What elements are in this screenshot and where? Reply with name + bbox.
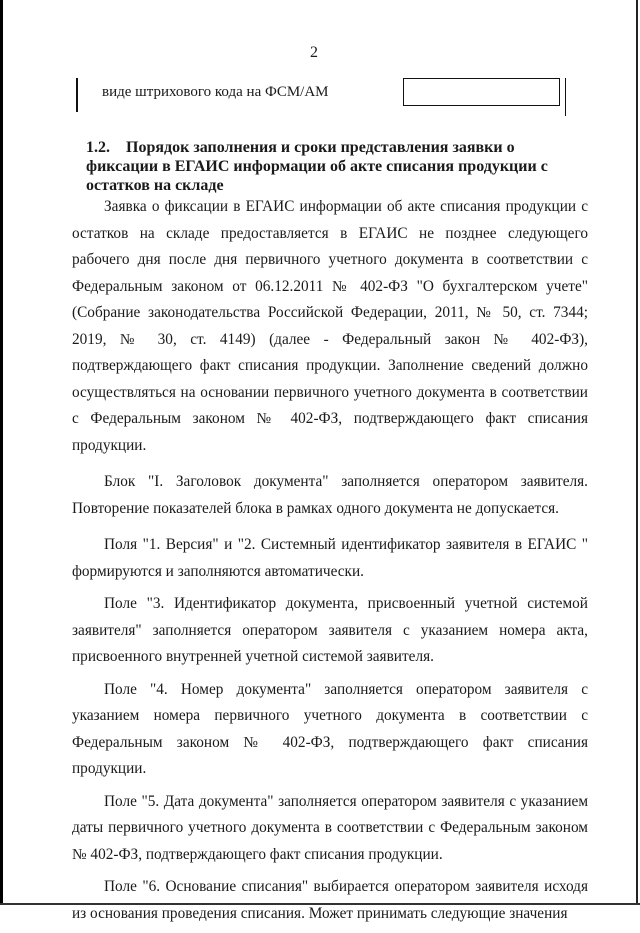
paragraph-field-6: Поле "6. Основание списания" выбирается оператором заявителя исходя из основания проведения списания. Может принимать следующие значения (72, 878, 588, 922)
body-text (72, 194, 588, 933)
table-cell-text: виде штрихового кода на ФСМ/АМ (102, 84, 329, 100)
table-fragment (76, 78, 566, 118)
scan-edge-right (636, 0, 638, 905)
section-title-text: Порядок заполнения и сроки представления заявки о фиксации в ЕГАИС информации об акте списания продукции с остатков на складе (86, 139, 548, 194)
paragraph-field-3: Поле "3. Идентификатор документа, присвоенный учетной системой заявителя" заполняется оператором заявителя с указанием номера акта, присвоенного внутренней учетной системой заявителя. (72, 595, 588, 665)
scan-edge-left (0, 0, 3, 905)
section-heading (86, 138, 566, 195)
section-number: 1.2. (86, 139, 110, 156)
paragraph-field-4: Поле "4. Номер документа" заполняется оператором заявителя с указанием номера первичного учетного документа в соответствии с Федеральным законом № 402-ФЗ, подтверждающего факт списания продукции. (72, 680, 588, 777)
paragraph-header-block: Блок "I. Заголовок документа" заполняется оператором заявителя. Повторение показателей блока в рамках одного документа не допускается. (72, 473, 588, 517)
paragraph-field-5: Поле "5. Дата документа" заполняется оператором заявителя с указанием даты первичного учетного документа в соответствии с Федеральным законом № 402-ФЗ, подтверждающего факт списания продукции. (72, 792, 588, 863)
paragraph-submission-deadline: Заявка о фиксации в ЕГАИС информации об акте списания продукции с остатков на складе предоставляется в ЕГАИС не позднее следующего рабочего дня после дня первичного учетного документа в соответствии с Федеральным законом от 06.12.2011 № 402-ФЗ "О бухгалтерском учете" (Собрание законодательства Российской Федерации, 2011, № 50, ст. 7344; 2019, № 30, ст. 4149) (далее - Федеральный закон № 402-ФЗ), подтверждающего факт списания продукции. Заполнение сведений должно осуществляться на основании первичного учетного документа в соответствии с Федеральным законом № 402-ФЗ, подтверждающего факт списания продукции. (72, 198, 588, 454)
table-border-left (76, 78, 78, 112)
table-empty-cell (403, 78, 560, 106)
page-number: 2 (310, 44, 318, 61)
table-border-right (565, 78, 567, 116)
paragraph-fields-1-2: Поля "1. Версия" и "2. Системный идентификатор заявителя в ЕГАИС " формируются и заполняются автоматически. (72, 536, 588, 580)
